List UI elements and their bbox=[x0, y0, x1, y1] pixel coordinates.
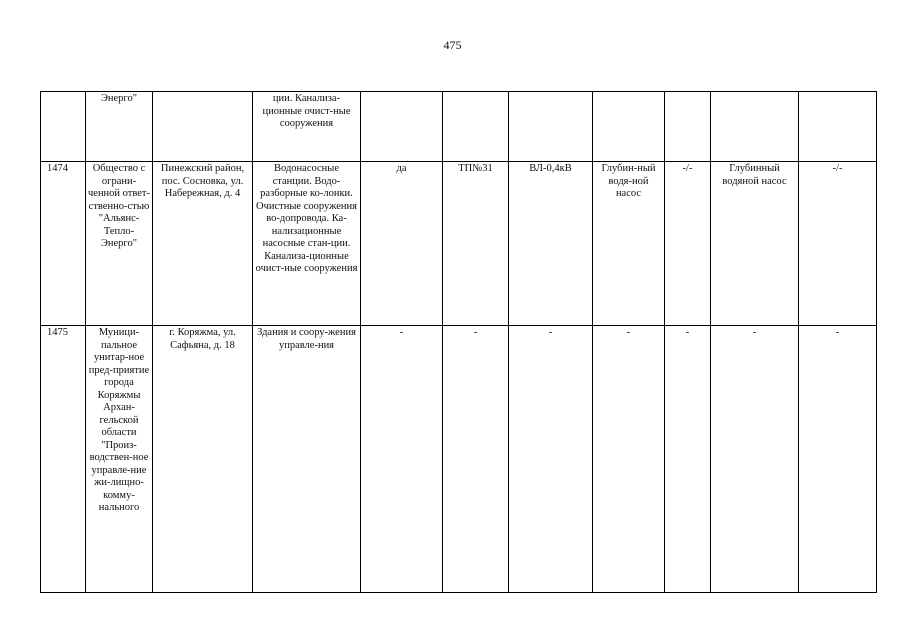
col10-cell: - bbox=[711, 326, 799, 593]
objects-cell: Здания и соору-жения управле-ния bbox=[253, 326, 361, 593]
row-number-cell: 1474 bbox=[41, 162, 86, 326]
col5-cell: - bbox=[361, 326, 443, 593]
col6-cell: ТП№31 bbox=[443, 162, 509, 326]
col10-cell bbox=[711, 92, 799, 162]
objects-cell: ции. Канализа-ционные очист-ные сооружения bbox=[253, 92, 361, 162]
organization-cell: Общество с ограни-ченной ответ-ственно-стью "Альянс-Тепло-Энерго" bbox=[86, 162, 153, 326]
col8-cell: - bbox=[593, 326, 665, 593]
col7-cell: ВЛ-0,4кВ bbox=[509, 162, 593, 326]
address-cell: г. Коряжма, ул. Сафьяна, д. 18 bbox=[153, 326, 253, 593]
organization-cell: Энерго" bbox=[86, 92, 153, 162]
objects-cell: Водонасосные станции. Водо-разборные ко-лонки. Очистные сооружения во-допровода. Ка-нализационные насосные стан-ции. Канализа-ционные очист-ные сооружения bbox=[253, 162, 361, 326]
page-number: 475 bbox=[443, 38, 462, 52]
col11-cell: - bbox=[799, 326, 877, 593]
col6-cell: - bbox=[443, 326, 509, 593]
data-table bbox=[40, 91, 877, 593]
table-row bbox=[41, 162, 877, 326]
col7-cell: - bbox=[509, 326, 593, 593]
address-cell: Пинежский район, пос. Сосновка, ул. Набережная, д. 4 bbox=[153, 162, 253, 326]
address-cell bbox=[153, 92, 253, 162]
row-number-cell bbox=[41, 92, 86, 162]
col10-cell: Глубинный водяной насос bbox=[711, 162, 799, 326]
table-row bbox=[41, 92, 877, 162]
table-row bbox=[41, 326, 877, 593]
col8-cell: Глубин-ный водя-ной насос bbox=[593, 162, 665, 326]
col7-cell bbox=[509, 92, 593, 162]
organization-cell: Муници-пальное унитар-ное пред-приятие города Коряжмы Архан-гельской области "Произ-водствен-ное управле-ние жи-лищно-комму-нального bbox=[86, 326, 153, 593]
col9-cell: - bbox=[665, 326, 711, 593]
col9-cell: -/- bbox=[665, 162, 711, 326]
col11-cell: -/- bbox=[799, 162, 877, 326]
col9-cell bbox=[665, 92, 711, 162]
row-number-cell: 1475 bbox=[41, 326, 86, 593]
col6-cell bbox=[443, 92, 509, 162]
col5-cell: да bbox=[361, 162, 443, 326]
col11-cell bbox=[799, 92, 877, 162]
col5-cell bbox=[361, 92, 443, 162]
col8-cell bbox=[593, 92, 665, 162]
